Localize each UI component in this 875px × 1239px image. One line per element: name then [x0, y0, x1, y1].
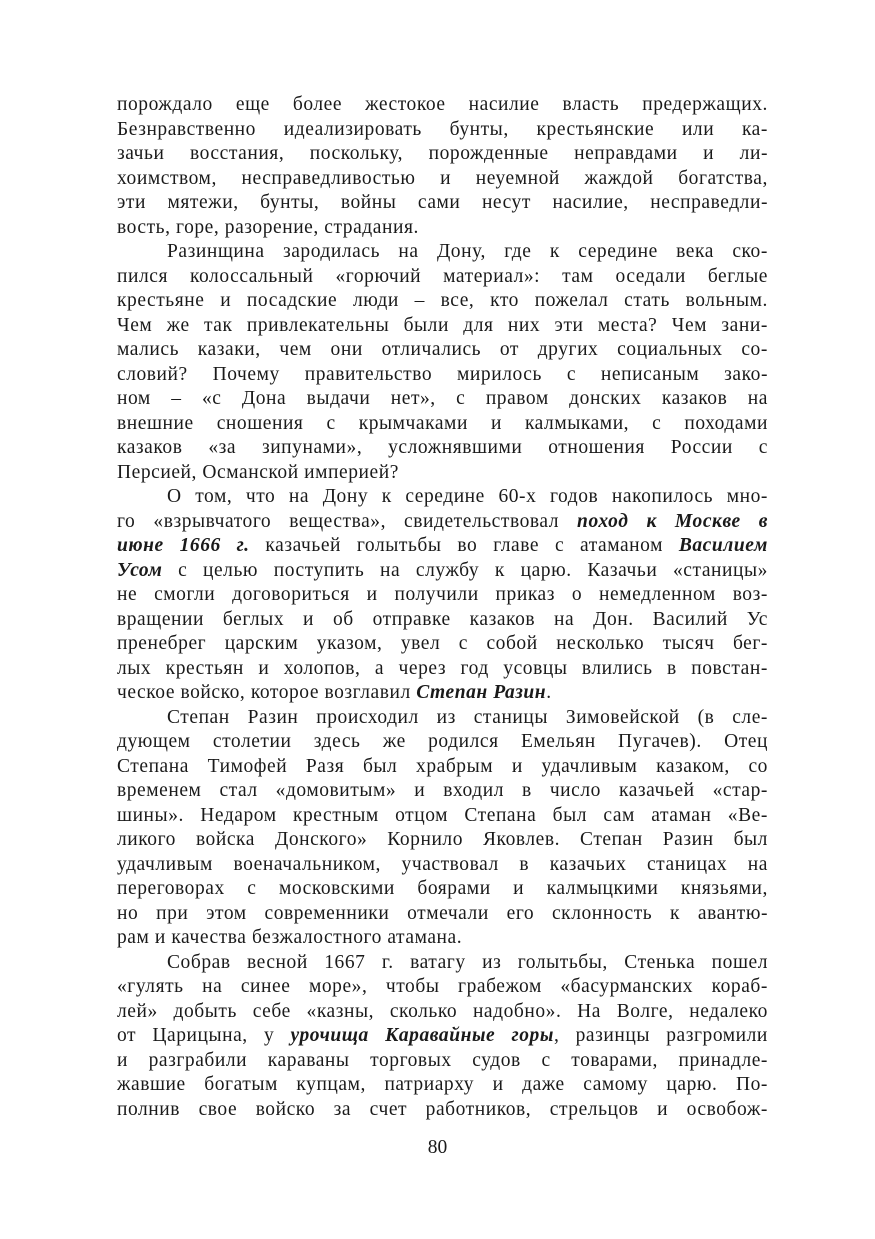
text-line: словий? Почему правительство мирилось с неписаным зако-	[117, 363, 768, 385]
text-line: шины». Недаром крестным отцом Степана был сам атаман «Ве-	[117, 804, 768, 826]
text-line: ликого войска Донского» Корнило Яковлев. Степан Разин был	[117, 829, 768, 850]
text-line: полнив свое войско за счет работников, стрельцов и освобож-	[117, 1098, 768, 1120]
text-line: лей» добыть себе «казны, сколько надобно». На Волге, недалеко	[117, 1000, 768, 1022]
text-line: ном – «с Дона выдачи нет», с правом донских казаков на	[117, 388, 768, 409]
text-line: порождало еще более жестокое насилие власть предержащих.	[117, 94, 768, 115]
text-line: Чем же так привлекательны были для них эти места? Чем зани-	[117, 314, 768, 336]
text-line: Степана Тимофей Разя был храбрым и удачливым казаком, со	[117, 755, 768, 777]
text-line: пился колоссальный «горючий материал»: там оседали беглые	[117, 265, 768, 287]
body-text	[117, 93, 768, 1122]
text-line: пренебрег царским указом, увел с собой несколько тысяч бег-	[117, 633, 768, 654]
text-line: июне 1666 г. казачьей голытьбы во главе с атаманом Василием	[117, 535, 768, 556]
text-line: хоимством, несправедливостью и неуемной жаждой богатства,	[117, 167, 768, 189]
text-line: Собрав весной 1667 г. ватагу из голытьбы, Стенька пошел	[167, 951, 768, 973]
text-line: Степан Разин происходил из станицы Зимовейской (в сле-	[167, 706, 768, 728]
text-line: лых крестьян и холопов, а через год усовцы влились в повстан-	[117, 657, 768, 679]
text-line: Персией, Османской империей?	[117, 461, 399, 483]
text-line: переговорах с московскими боярами и калмыцкими князьями,	[117, 878, 768, 899]
text-line: ческое войско, которое возглавил Степан Разин.	[117, 682, 552, 703]
text-line: вращении беглых и об отправке казаков на Дон. Василий Ус	[117, 608, 768, 630]
text-line: не смогли договориться и получили приказ о немедленном воз-	[117, 584, 768, 605]
text-line: от Царицына, у урочища Каравайные горы, разинцы разгромили	[117, 1025, 768, 1046]
text-line: но при этом современники отмечали его склонность к авантю-	[117, 902, 768, 924]
text-line: эти мятежи, бунты, войны сами несут насилие, несправедли-	[117, 192, 768, 213]
text-line: рам и качества безжалостного атамана.	[117, 927, 463, 948]
text-line: мались казаки, чем они отличались от других социальных со-	[117, 339, 768, 360]
text-line: вость, горе, разорение, страдания.	[117, 216, 419, 238]
text-line: казаков «за зипунами», усложнявшими отношения России с	[117, 437, 768, 458]
page-number: 80	[427, 1137, 448, 1158]
text-line: «гулять на синее море», чтобы грабежом «басурманских кораб-	[117, 976, 768, 997]
text-line: удачливым военачальником, участвовал в казачьих станицах на	[117, 853, 768, 875]
text-line: Разинщина зародилась на Дону, где к середине века ско-	[167, 241, 768, 262]
text-line: О том, что на Дону к середине 60-х годов накопилось мно-	[167, 486, 768, 507]
text-line: дующем столетии здесь же родился Емельян Пугачев). Отец	[117, 731, 768, 752]
text-line: зачьи восстания, поскольку, порожденные неправдами и ли-	[117, 143, 768, 164]
text-line: крестьяне и посадские люди – все, кто пожелал стать вольным.	[117, 290, 768, 311]
text-line: внешние сношения с крымчаками и калмыками, с походами	[117, 412, 768, 434]
text-line: Безнравственно идеализировать бунты, крестьянские или ка-	[117, 118, 768, 140]
text-line: жавшие богатым купцам, патриарху и даже самому царю. По-	[117, 1074, 768, 1095]
text-line: Усом с целью поступить на службу к царю. Казачьи «станицы»	[117, 559, 768, 581]
text-line: го «взрывчатого вещества», свидетельствовал поход к Москве в	[117, 510, 768, 532]
text-line: и разграбили караваны торговых судов с товарами, принадле-	[117, 1049, 768, 1071]
text-line: временем стал «домовитым» и входил в число казачьей «стар-	[117, 780, 768, 801]
